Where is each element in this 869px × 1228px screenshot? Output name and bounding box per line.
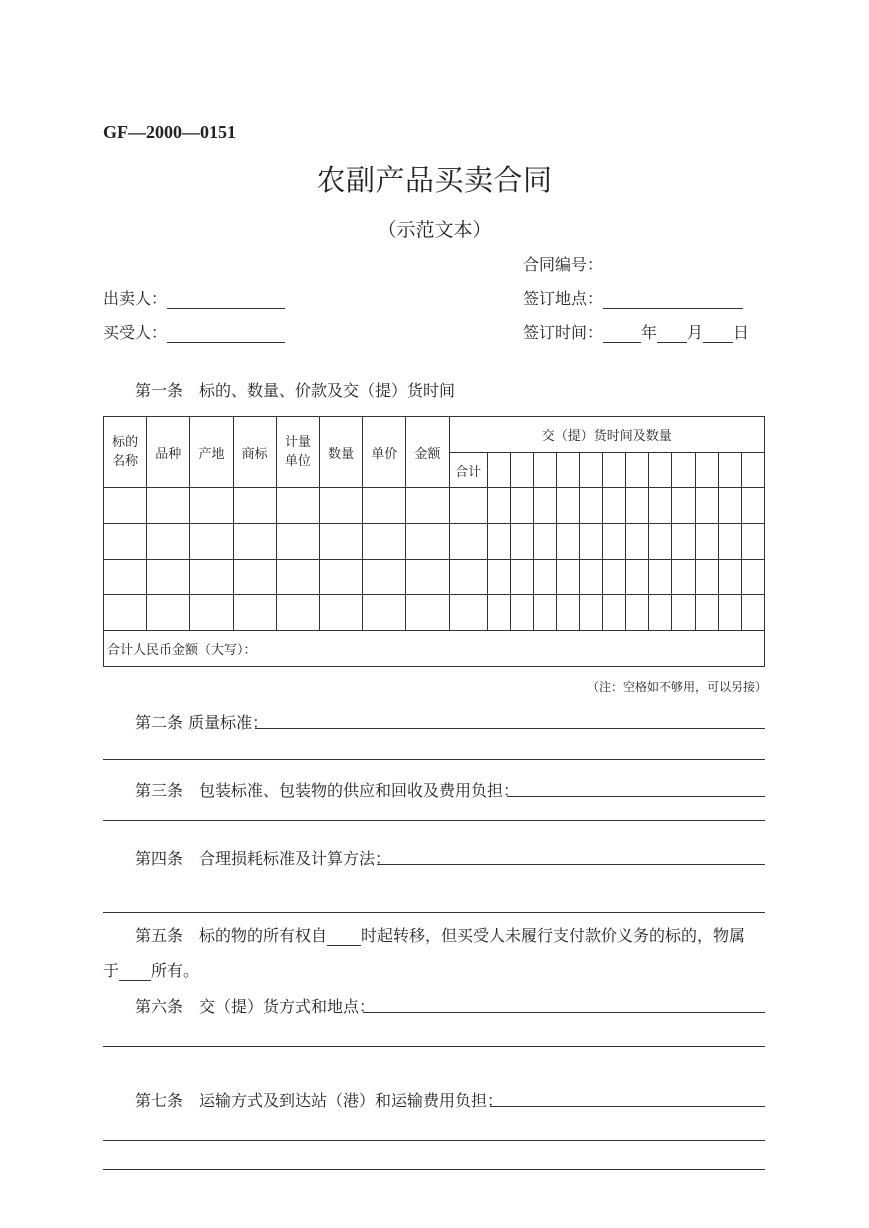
- article-7: 第七条 运输方式及到达站（港）和运输费用负担：: [135, 1091, 504, 1110]
- article-2-fill-line[interactable]: [255, 728, 765, 729]
- table-cell[interactable]: [147, 524, 190, 560]
- table-cell[interactable]: [533, 488, 556, 524]
- article-5-line-1: [135, 923, 745, 946]
- buyer-label: 买受人：: [103, 323, 168, 342]
- table-cell[interactable]: [718, 560, 741, 595]
- table-cell[interactable]: [147, 560, 190, 595]
- article-5-part-2: 时起转移，但买受人未履行支付款价义务的标的，物属: [361, 926, 746, 945]
- table-cell[interactable]: [718, 524, 741, 560]
- article-4: 第四条 合理损耗标准及计算方法：: [135, 849, 392, 868]
- table-cell[interactable]: [533, 560, 556, 595]
- table-cell[interactable]: [233, 524, 276, 560]
- table-cell[interactable]: [276, 560, 319, 595]
- table-cell[interactable]: [233, 560, 276, 595]
- header-item-name: 标的 名称: [104, 417, 147, 488]
- table-cell[interactable]: [449, 488, 487, 524]
- table-cell[interactable]: [190, 524, 233, 560]
- table-cell[interactable]: [276, 524, 319, 560]
- table-cell[interactable]: [580, 453, 603, 488]
- table-cell[interactable]: [319, 595, 362, 631]
- table-cell[interactable]: [603, 524, 626, 560]
- table-cell[interactable]: [510, 453, 533, 488]
- table-cell[interactable]: [649, 488, 672, 524]
- table-cell[interactable]: [487, 453, 510, 488]
- article-5-part-1: 第五条 标的物的所有权自: [135, 926, 328, 945]
- table-cell[interactable]: [276, 488, 319, 524]
- table-cell[interactable]: [147, 595, 190, 631]
- goods-table: [103, 416, 765, 667]
- table-cell[interactable]: [449, 595, 487, 631]
- table-cell[interactable]: [741, 453, 764, 488]
- table-cell[interactable]: [319, 560, 362, 595]
- time-label: 签订时间：: [523, 323, 604, 342]
- place-label: 签订地点：: [523, 289, 604, 308]
- table-row: [104, 488, 765, 524]
- day-label: 日: [733, 323, 750, 342]
- ownership-time-field[interactable]: [327, 927, 361, 946]
- table-cell[interactable]: [741, 595, 764, 631]
- contract-subtitle: （示范文本）: [377, 219, 492, 241]
- year-label: 年: [641, 323, 658, 342]
- article-6-extra-line[interactable]: [103, 1046, 765, 1047]
- table-cell[interactable]: [406, 524, 449, 560]
- table-cell[interactable]: [626, 560, 649, 595]
- table-cell[interactable]: [649, 524, 672, 560]
- contract-title: 农副产品买卖合同: [316, 163, 553, 197]
- table-cell[interactable]: [363, 595, 406, 631]
- article-7-extra-line-1[interactable]: [103, 1140, 765, 1141]
- header-unit: 计量 单位: [276, 417, 319, 488]
- table-cell[interactable]: [510, 524, 533, 560]
- month-field[interactable]: [657, 324, 687, 343]
- table-cell[interactable]: [510, 595, 533, 631]
- table-cell[interactable]: [487, 560, 510, 595]
- table-cell[interactable]: [718, 595, 741, 631]
- table-cell[interactable]: [233, 488, 276, 524]
- table-cell[interactable]: [672, 524, 695, 560]
- contract-no-label: 合同编号：: [523, 255, 604, 274]
- header-variety: 品种: [147, 417, 190, 488]
- table-cell[interactable]: [190, 488, 233, 524]
- table-cell[interactable]: [319, 488, 362, 524]
- article-4-fill-line[interactable]: [377, 864, 765, 865]
- table-cell[interactable]: [533, 524, 556, 560]
- table-cell[interactable]: [603, 595, 626, 631]
- place-row: [523, 286, 743, 309]
- table-cell[interactable]: [672, 453, 695, 488]
- seller-field[interactable]: [167, 290, 285, 309]
- table-cell[interactable]: [603, 560, 626, 595]
- table-cell[interactable]: [672, 488, 695, 524]
- total-amount-label: 合计人民币金额（大写）：: [104, 631, 765, 667]
- table-cell[interactable]: [556, 595, 579, 631]
- table-cell[interactable]: [695, 488, 718, 524]
- header-quantity: 数量: [319, 417, 362, 488]
- ownership-party-field[interactable]: [119, 962, 151, 981]
- table-cell[interactable]: [649, 560, 672, 595]
- time-row: [523, 320, 749, 343]
- table-cell[interactable]: [406, 488, 449, 524]
- table-cell[interactable]: [556, 488, 579, 524]
- header-unit-price: 单价: [363, 417, 406, 488]
- year-field[interactable]: [603, 324, 641, 343]
- table-cell[interactable]: [649, 453, 672, 488]
- table-cell[interactable]: [626, 453, 649, 488]
- article-1: 第一条 标的、数量、价款及交（提）货时间: [135, 381, 456, 400]
- table-cell[interactable]: [533, 453, 556, 488]
- table-cell[interactable]: [449, 560, 487, 595]
- article-7-extra-line-2[interactable]: [103, 1169, 765, 1170]
- article-4-extra-line[interactable]: [103, 912, 765, 913]
- table-cell[interactable]: [695, 524, 718, 560]
- table-cell[interactable]: [104, 560, 147, 595]
- header-subtotal: 合计: [449, 453, 487, 488]
- table-cell[interactable]: [695, 560, 718, 595]
- table-cell[interactable]: [449, 524, 487, 560]
- table-cell[interactable]: [190, 595, 233, 631]
- header-amount: 金额: [406, 417, 449, 488]
- table-cell[interactable]: [233, 595, 276, 631]
- table-row: [104, 595, 765, 631]
- header-origin: 产地: [190, 417, 233, 488]
- table-cell[interactable]: [363, 524, 406, 560]
- table-cell[interactable]: [510, 560, 533, 595]
- article-3: 第三条 包装标准、包装物的供应和回收及费用负担：: [135, 781, 520, 800]
- table-cell[interactable]: [510, 488, 533, 524]
- table-row: [104, 524, 765, 560]
- table-cell[interactable]: [363, 560, 406, 595]
- table-cell[interactable]: [319, 524, 362, 560]
- table-cell[interactable]: [626, 488, 649, 524]
- table-cell[interactable]: [603, 453, 626, 488]
- table-cell[interactable]: [104, 524, 147, 560]
- table-cell[interactable]: [363, 488, 406, 524]
- article-2: 第二条 质量标准：: [135, 713, 269, 732]
- table-cell[interactable]: [580, 488, 603, 524]
- table-cell[interactable]: [533, 595, 556, 631]
- table-cell[interactable]: [580, 560, 603, 595]
- table-cell[interactable]: [580, 524, 603, 560]
- table-cell[interactable]: [406, 595, 449, 631]
- article-3-extra-line[interactable]: [103, 820, 765, 821]
- table-cell[interactable]: [741, 488, 764, 524]
- article-6-fill-line[interactable]: [363, 1012, 765, 1013]
- table-cell[interactable]: [556, 453, 579, 488]
- buyer-field[interactable]: [167, 324, 285, 343]
- table-cell[interactable]: [104, 595, 147, 631]
- contract-code: GF—2000—0151: [103, 122, 236, 142]
- table-cell[interactable]: [741, 560, 764, 595]
- table-cell[interactable]: [695, 453, 718, 488]
- month-label: 月: [687, 323, 704, 342]
- buyer-row: [103, 320, 285, 343]
- table-cell[interactable]: [147, 488, 190, 524]
- table-cell[interactable]: [104, 488, 147, 524]
- table-cell[interactable]: [556, 524, 579, 560]
- place-field[interactable]: [603, 290, 743, 309]
- table-cell[interactable]: [626, 524, 649, 560]
- table-cell[interactable]: [718, 488, 741, 524]
- table-cell[interactable]: [487, 524, 510, 560]
- table-cell[interactable]: [672, 560, 695, 595]
- table-cell[interactable]: [672, 595, 695, 631]
- table-cell[interactable]: [580, 595, 603, 631]
- table-cell[interactable]: [487, 488, 510, 524]
- table-cell[interactable]: [741, 524, 764, 560]
- article-6: 第六条 交（提）货方式和地点：: [135, 997, 376, 1016]
- header-brand: 商标: [233, 417, 276, 488]
- table-cell[interactable]: [603, 488, 626, 524]
- table-cell[interactable]: [695, 595, 718, 631]
- seller-label: 出卖人：: [103, 289, 168, 308]
- table-cell[interactable]: [276, 595, 319, 631]
- day-field[interactable]: [703, 324, 733, 343]
- table-note: （注：空格如不够用，可以另接）: [586, 680, 767, 694]
- table-row: [104, 560, 765, 595]
- table-cell[interactable]: [649, 595, 672, 631]
- table-cell[interactable]: [406, 560, 449, 595]
- seller-row: [103, 286, 285, 309]
- article-5-part-3: 于: [103, 961, 120, 980]
- table-cell[interactable]: [556, 560, 579, 595]
- article-3-fill-line[interactable]: [507, 796, 765, 797]
- table-cell[interactable]: [190, 560, 233, 595]
- table-cell[interactable]: [487, 595, 510, 631]
- article-7-fill-line[interactable]: [490, 1106, 765, 1107]
- table-cell[interactable]: [626, 595, 649, 631]
- header-delivery: 交（提）货时间及数量: [449, 417, 765, 453]
- article-2-extra-line[interactable]: [103, 759, 765, 760]
- table-cell[interactable]: [718, 453, 741, 488]
- article-5-line-2: [103, 958, 199, 981]
- article-5-part-4: 所有。: [151, 961, 200, 980]
